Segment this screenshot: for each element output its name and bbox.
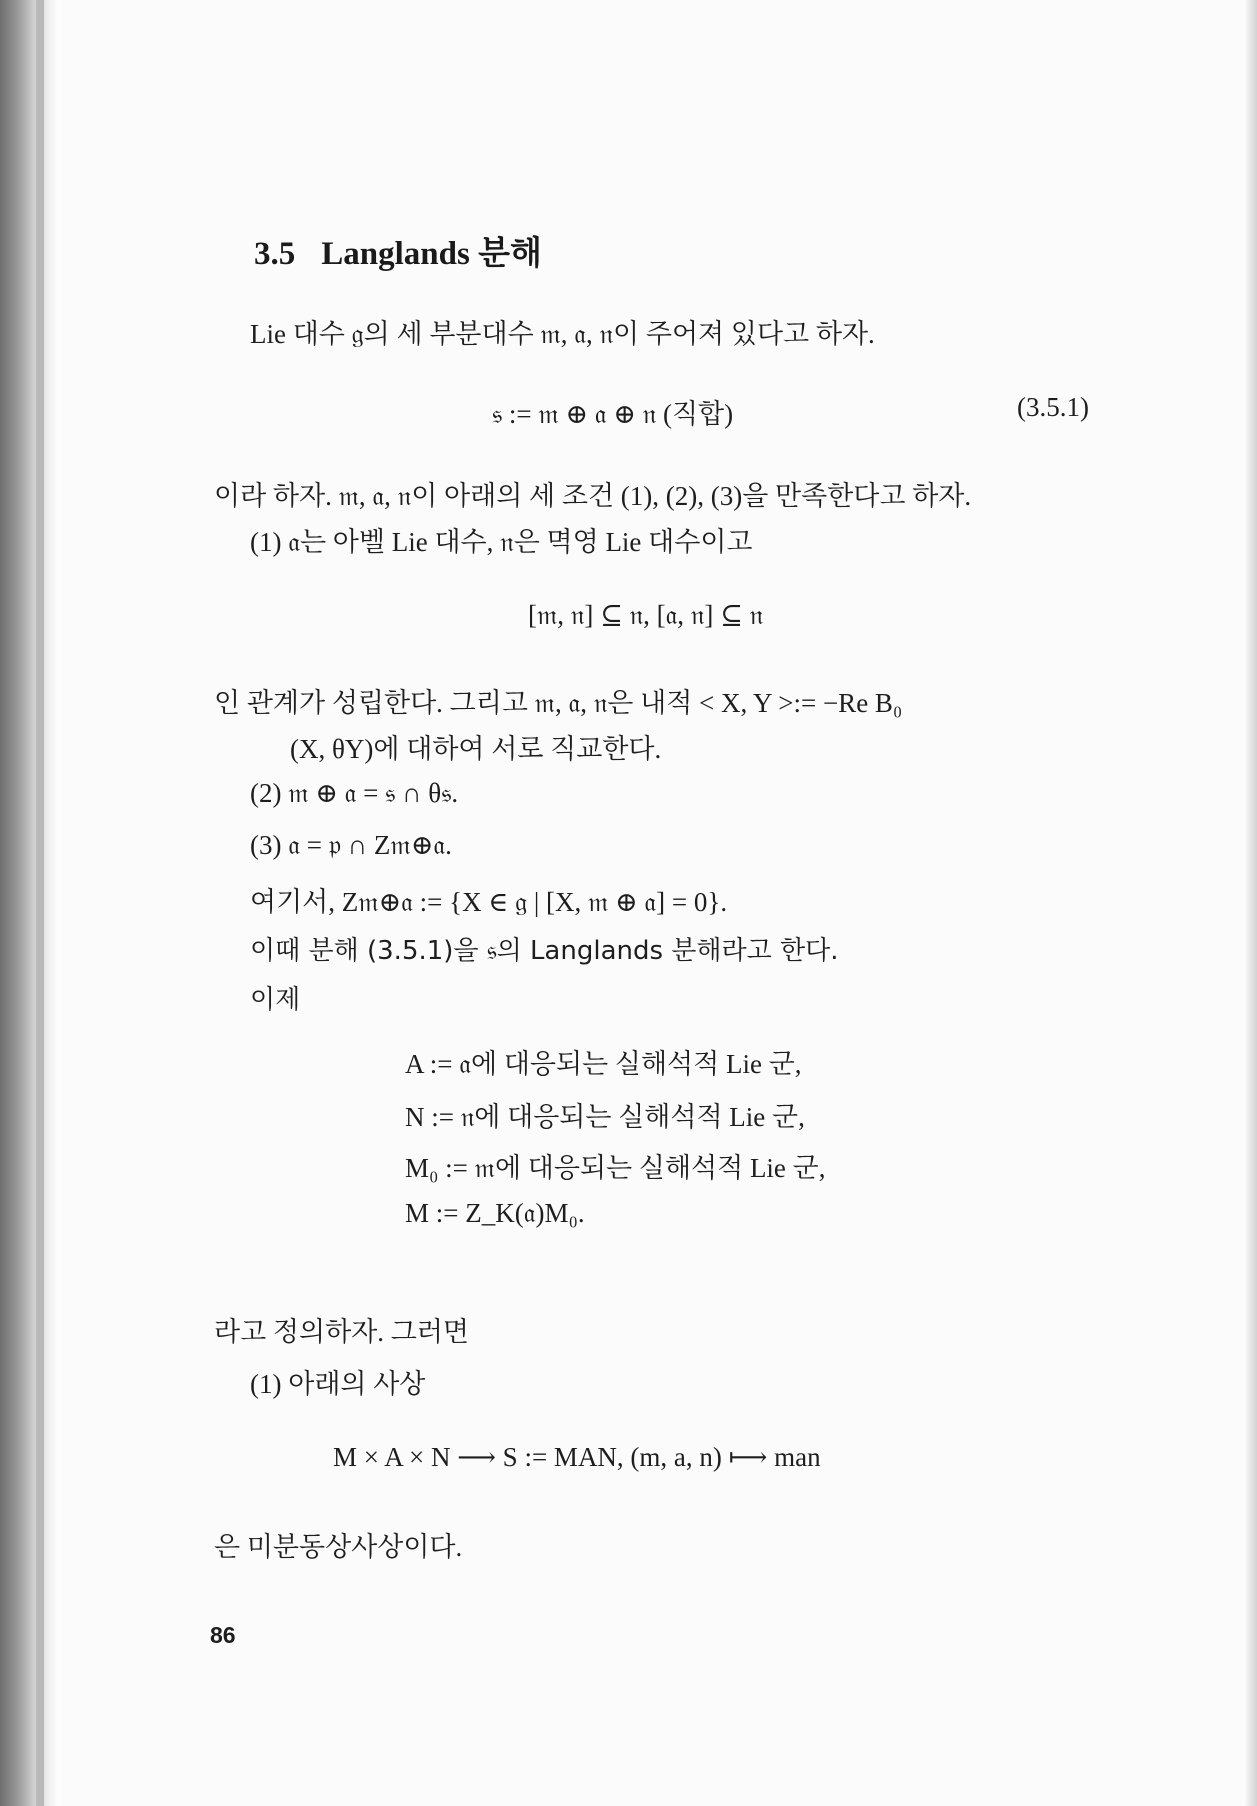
section-heading — [254, 227, 542, 274]
equation-tag-3-5-1: (3.5.1) — [1017, 392, 1089, 422]
bracket-relations: [𝔪, 𝔫] ⊆ 𝔫, [𝔞, 𝔫] ⊆ 𝔫 — [528, 600, 764, 630]
now-line: 이제 — [250, 985, 301, 1015]
definition-N: N := 𝔫에 대응되는 실해석적 Lie 군, — [405, 1102, 805, 1132]
section-title: Langlands 분해 — [321, 236, 542, 272]
condition-3-line: (3) 𝔞 = 𝔭 ∩ Z𝔪⊕𝔞. — [250, 830, 452, 860]
langlands-decomposition-line: 이때 분해 (3.5.1)을 𝔰의 Langlands 분해라고 한다. — [250, 936, 839, 966]
page-edge-shadow — [1243, 0, 1257, 1806]
condition-1-line: (1) 𝔞는 아벨 Lie 대수, 𝔫은 멱영 Lie 대수이고 — [250, 527, 753, 557]
page-number: 86 — [210, 1622, 236, 1648]
relation-continued-line: (X, θY)에 대하여 서로 직교한다. — [290, 734, 662, 764]
equation-3-5-1: 𝔰 := 𝔪 ⊕ 𝔞 ⊕ 𝔫 (직합) — [492, 399, 734, 429]
result-1-line: (1) 아래의 사상 — [250, 1369, 426, 1399]
definition-M0: M₀ := 𝔪에 대응되는 실해석적 Lie 군, — [405, 1153, 826, 1183]
conditions-intro-line: 이라 하자. 𝔪, 𝔞, 𝔫이 아래의 세 조건 (1), (2), (3)을 만족한다고 하자. — [214, 481, 972, 511]
multiplication-map: M × A × N ⟶ S := MAN, (m, a, n) ⟼ man — [333, 1442, 821, 1472]
definition-M: M := Z_K(𝔞)M₀. — [405, 1198, 585, 1228]
condition-2-line: (2) 𝔪 ⊕ 𝔞 = 𝔰 ∩ θ𝔰. — [250, 778, 459, 808]
where-line: 여기서, Z𝔪⊕𝔞 := {X ∈ 𝔤 | [X, 𝔪 ⊕ 𝔞] = 0}. — [250, 887, 728, 917]
book-spine-edge — [0, 0, 60, 1806]
intro-line: Lie 대수 𝔤의 세 부분대수 𝔪, 𝔞, 𝔫이 주어져 있다고 하자. — [250, 319, 875, 349]
definition-A: A := 𝔞에 대응되는 실해석적 Lie 군, — [405, 1049, 802, 1079]
define-then-line: 라고 정의하자. 그러면 — [214, 1317, 469, 1347]
relation-line: 인 관계가 성립한다. 그리고 𝔪, 𝔞, 𝔫은 내적 < X, Y >:= −Re B₀ — [214, 688, 903, 718]
section-number: 3.5 — [254, 236, 296, 272]
diffeomorphism-line: 은 미분동상사상이다. — [214, 1532, 463, 1562]
